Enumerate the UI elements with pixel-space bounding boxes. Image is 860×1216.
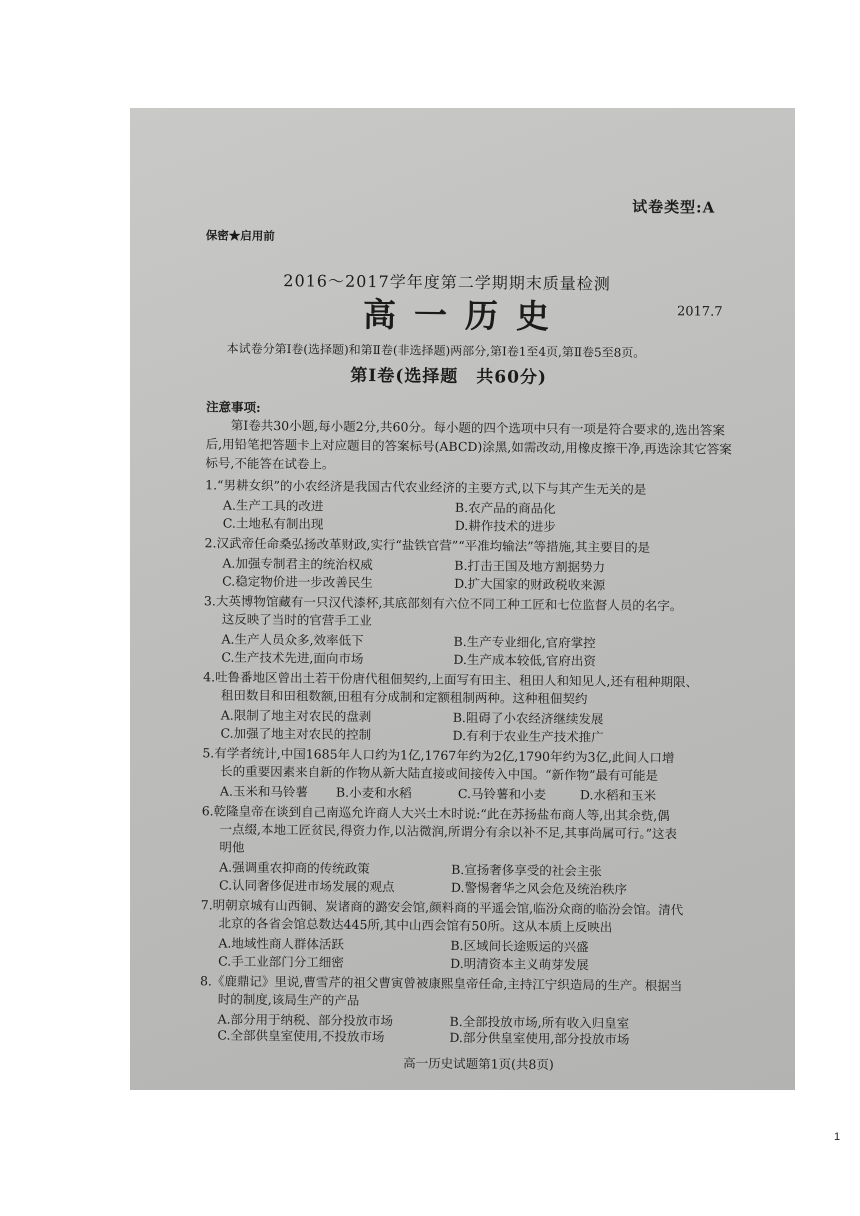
paper-intro: 本试卷分第Ⅰ卷(选择题)和第Ⅱ卷(非选择题)两部分,第Ⅰ卷1至4页,第Ⅱ卷5至8页。 <box>226 341 646 360</box>
q2-option-c: C.稳定物价进一步改善民生 <box>222 573 373 591</box>
q4-stem-line: 租田数目和田租数额,田租有分成制和定额租制两种。这种租佃契约 <box>220 687 588 707</box>
q5-option-d: D.水稻和玉米 <box>579 787 657 804</box>
q3-option-b: B.生产专业细化,官府掌控 <box>453 633 596 651</box>
q4-option-a: A.限制了地主对农民的盘剥 <box>220 707 372 725</box>
q6-option-a: A.强调重农抑商的传统政策 <box>219 859 370 877</box>
q6-option-d: D.警惕奢华之风会危及统治秩序 <box>450 879 628 897</box>
q3-option-c: C.生产技术先进,面向市场 <box>221 649 364 666</box>
paper-type-label: 试卷类型:A <box>632 197 716 217</box>
exam-photo <box>130 108 795 1090</box>
q4-option-d: D.有利于农业生产技术推广 <box>452 727 604 745</box>
q5-option-a: A.玉米和马铃薯 <box>219 783 309 800</box>
section-title: 第Ⅰ卷(选择题 共60分) <box>350 365 548 388</box>
q4-stem-line: 4.吐鲁番地区曾出土若干份唐代租佃契约,上面写有田主、租田人和知见人,还有租种期限、 <box>203 669 699 690</box>
subject-title: 高一历史 <box>362 294 568 337</box>
q3-option-d: D.生产成本较低,官府出资 <box>453 651 596 669</box>
q2-stem-line: 2.汉武帝任命桑弘扬改革财政,实行“盐铁官营”“平准均输法”等措施,其主要目的是 <box>204 535 651 555</box>
q8-stem-line: 8.《鹿鼎记》里说,曹雪芹的祖父曹寅曾被康熙皇帝任命,主持江宁织造局的生产。根据当 <box>199 973 683 994</box>
q2-option-a: A.加强专制君主的统治权威 <box>222 555 373 573</box>
q8-option-b: B.全部投放市场,所有收入归皇室 <box>449 1013 630 1031</box>
q3-stem-line: 3.大英博物馆藏有一只汉代漆杯,其底部刻有六位不同工种工匠和七位监督人员的名字。 <box>203 593 683 614</box>
q7-option-a: A.地域性商人群体活跃 <box>218 935 344 952</box>
q4-option-c: C.加强了地主对农民的控制 <box>220 725 372 743</box>
q6-option-b: B.宣扬奢侈享受的社会主张 <box>451 861 602 879</box>
q4-option-b: B.阻碍了小农经济继续发展 <box>452 709 604 727</box>
q8-option-d: D.部分供皇室使用,部分投放市场 <box>449 1029 630 1047</box>
q5-stem-line: 5.有学者统计,中国1685年人口约为1亿,1767年约为2亿,1790年约为3亿,此间人口增 <box>202 745 675 766</box>
q6-stem-line: 明他 <box>219 839 245 855</box>
q1-option-b: B.农产品的商品化 <box>454 499 556 516</box>
q1-stem-line: 1.“男耕女织”的小农经济是我国古代农业经济的主要方式,以下与其产生无关的是 <box>205 477 647 497</box>
exam-sheet <box>130 108 795 1090</box>
exam-title: 2016～2017学年度第二学期期末质量检测 <box>283 271 611 294</box>
confidential-label: 保密★启用前 <box>205 228 275 244</box>
q7-stem-line: 北京的各省会馆总数达445所,其中山西会馆有50所。这从本质上反映出 <box>218 915 613 935</box>
q1-option-d: D.耕作技术的进步 <box>454 517 556 534</box>
q5-option-b: B.小麦和水稻 <box>335 784 412 801</box>
q3-stem-line: 这反映了当时的官营手工业 <box>221 611 372 629</box>
q5-option-c: C.马铃薯和小麦 <box>457 785 547 802</box>
notice-heading: 注意事项: <box>205 399 261 415</box>
q7-option-c: C.手工业部门分工细密 <box>218 953 344 970</box>
q6-option-c: C.认同奢侈促进市场发展的观点 <box>218 877 395 895</box>
notice-body: 第Ⅰ卷共30小题,每小题2分,共60分。每小题的四个选项中只有一项是符合要求的,选出答案后,用铅笔把答题卡上对应题目的答案标号(ABCD)涂黑,如需改动,用橡皮擦干净,再选涂其它答案标号,不能答在试卷上。 <box>205 417 732 472</box>
q2-option-b: B.打击王国及地方割据势力 <box>454 557 606 575</box>
q3-option-a: A.生产人员众多,效率低下 <box>221 631 364 648</box>
q7-stem-line: 7.明朝京城有山西铜、炭诸商的潞安会馆,颜料商的平遥会馆,临汾众商的临汾会馆。清代 <box>200 897 684 918</box>
exam-date: 2017.7 <box>676 304 723 320</box>
q2-option-d: D.扩大国家的财政税收来源 <box>454 575 606 593</box>
q6-stem-line: 一点缀,本地工匠贫民,得资力作,以沾微润,所谓分有余以补不足,其事尚属可行。”这表 <box>219 821 678 842</box>
q8-option-a: A.部分用于纳税、部分投放市场 <box>217 1011 394 1029</box>
q6-stem-line: 6.乾隆皇帝在谈到自己南巡允许商人大兴土木时说:“此在苏扬盐布商人等,出其余赀,偶 <box>201 803 670 824</box>
q1-option-c: C.土地私有制出现 <box>222 515 324 532</box>
page-caption: 高一历史试题第1页(共8页) <box>403 1055 554 1072</box>
q1-option-a: A.生产工具的改进 <box>222 497 324 514</box>
q5-stem-line: 长的重要因素来自新的作物从新大陆直接或间接传入中国。“新作物”最有可能是 <box>220 763 659 784</box>
q7-option-d: D.明清资本主义萌芽发展 <box>450 955 589 973</box>
q7-option-b: B.区域间长途贩运的兴盛 <box>450 937 589 955</box>
q8-stem-line: 时的制度,该局生产的产品 <box>217 991 360 1008</box>
q8-option-c: C.全部供皇室使用,不投放市场 <box>217 1027 385 1045</box>
page-number: 1 <box>834 1131 841 1143</box>
